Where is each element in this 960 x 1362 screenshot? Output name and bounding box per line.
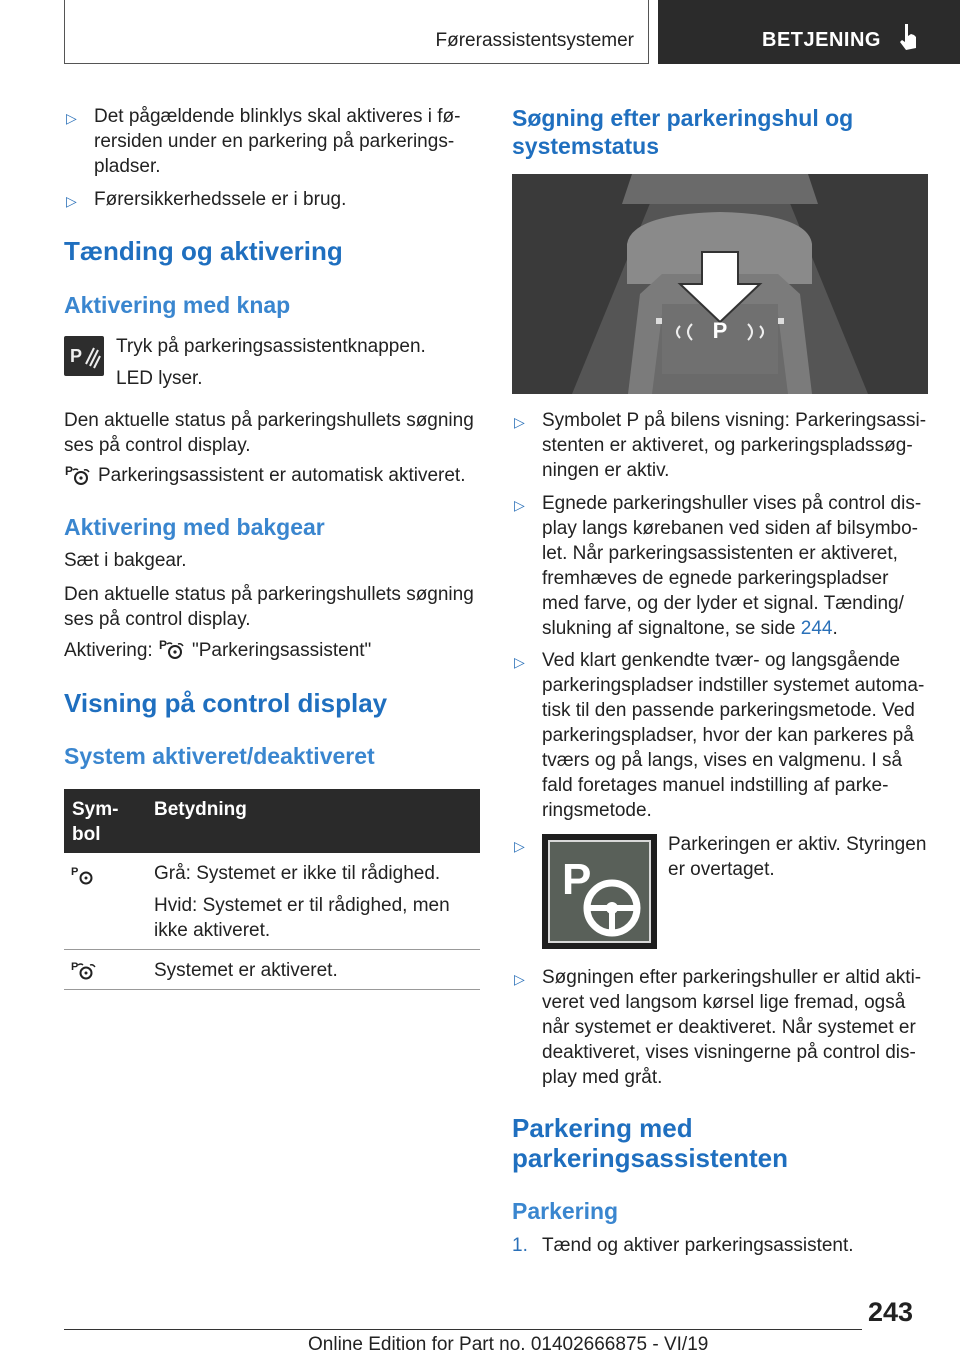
table-row: Systemet er aktiveret. (154, 960, 338, 981)
table-row: Grå: Systemet er ikke til rådighed. Hvid: Systemet er til rådighed, men ikke aktiveret. (154, 863, 450, 941)
list-item: Symbolet P på bilens visning: Parkeringsassi- stenten er aktiveret, og parkeringspladssøg- ningen er aktiv. (542, 410, 927, 481)
bullet-marker: ▷ (66, 110, 77, 126)
knap-text: Tryk på parkeringsassistentknappen. LED lyser. (116, 336, 426, 389)
bullet-marker: ▷ (514, 497, 525, 513)
table-header (64, 789, 480, 853)
pointing-hand-icon (896, 22, 920, 52)
svg-text:P: P (71, 866, 79, 878)
parking-assist-icon (70, 863, 96, 887)
header-chapter-title: BETJENING (762, 29, 881, 51)
heading-system-status: System aktiveret/deaktiveret (64, 743, 375, 769)
parking-active-icon (542, 834, 657, 949)
table-header-symbol: Sym- bol (72, 799, 119, 845)
parking-assist-icon (64, 462, 90, 486)
svg-text:P: P (70, 346, 83, 366)
bullet-marker: ▷ (514, 654, 525, 670)
table-divider (64, 949, 480, 950)
step-number: 1. (512, 1235, 528, 1256)
heading-parkering-med: Parkering med parkeringsassistenten (512, 1113, 789, 1173)
heading-taending: Tænding og aktivering (64, 236, 343, 266)
step-text: Tænd og aktiver parkeringsassistent. (542, 1235, 854, 1256)
footer-edition-text: Online Edition for Part no. 01402666875 - VI/19 (308, 1334, 709, 1355)
page-reference-link[interactable]: 244 (800, 618, 833, 639)
svg-text:P: P (159, 638, 168, 652)
heading-visning: Visning på control display (64, 688, 388, 718)
parking-assist-icon (158, 636, 184, 660)
status-paragraph-2: Den aktuelle status på parkeringshullets søgning ses på control display. (64, 584, 474, 630)
table-header-meaning: Betydning (154, 799, 247, 820)
status-paragraph: Den aktuelle status på parkeringshullets søgning ses på control display. (64, 410, 474, 456)
list-item: Egnede parkeringshuller vises på control dis- play langs kørebanen ved siden af bilsymbo- let. Når parkeringsassistenten er aktiveret, fremhæves de egnede parkeringspladser med farve, og der lyder et signal. Tænding/ slukning af signaltone, se side 244. (542, 493, 922, 639)
header-section-box (64, 0, 649, 64)
table-divider (64, 989, 480, 990)
list-item: Det pågældende blinklys skal aktiveres i fø- rersiden under en parkering på parkerings- pladser. (94, 106, 461, 177)
list-item: Ved klart genkendte tvær- og langsgående parkeringspladser indstiller systemet automa- tisk til den passende parkeringsmetode. Ved parkeringspladser, hvor der kan parkeres på tværs og på langs, vises en valgmenu. I så fald foretages manuel indstilling af parke- ringsmetode. (542, 650, 925, 821)
parking-assist-icon (70, 958, 96, 982)
bullet-marker: ▷ (514, 838, 525, 854)
svg-text:P: P (562, 855, 592, 904)
heading-soegning: Søgning efter parkeringshul og systemstatus (512, 105, 854, 159)
bullet-marker: ▷ (66, 193, 77, 209)
parking-button-icon (64, 336, 104, 376)
header-chapter-box (658, 0, 960, 64)
svg-text:P: P (71, 961, 79, 973)
parking-active-text: Parkeringen er aktiv. Styringen er overtaget. (668, 834, 927, 880)
control-display-image (512, 174, 928, 394)
heading-parkering: Parkering (512, 1198, 619, 1224)
footer-divider (64, 1329, 862, 1330)
aktivering-label: Aktivering: (64, 640, 153, 661)
bullet-marker: ▷ (514, 971, 525, 987)
aktivering-value: "Parkeringsassistent" (192, 640, 372, 661)
svg-text:P: P (65, 464, 74, 478)
svg-text:P: P (712, 318, 728, 343)
bullet-marker: ▷ (514, 414, 525, 430)
header-section-title: Førerassistentsystemer (435, 30, 634, 51)
auto-activated-text: Parkeringsassistent er automatisk aktiveret. (98, 465, 466, 486)
list-item: Søgningen efter parkeringshuller er altid akti- veret ved langsom kørsel lige fremad, også når systemet er deaktiveret. Når systemet er deaktiveret, vises visningerne på control dis- play med gråt. (542, 967, 922, 1088)
heading-aktivering-bakgear: Aktivering med bakgear (64, 514, 325, 540)
heading-aktivering-knap: Aktivering med knap (64, 292, 291, 318)
page-number: 243 (868, 1297, 914, 1327)
list-item: Førersikkerhedssele er i brug. (94, 189, 347, 210)
bakgear-text: Sæt i bakgear. (64, 550, 187, 571)
